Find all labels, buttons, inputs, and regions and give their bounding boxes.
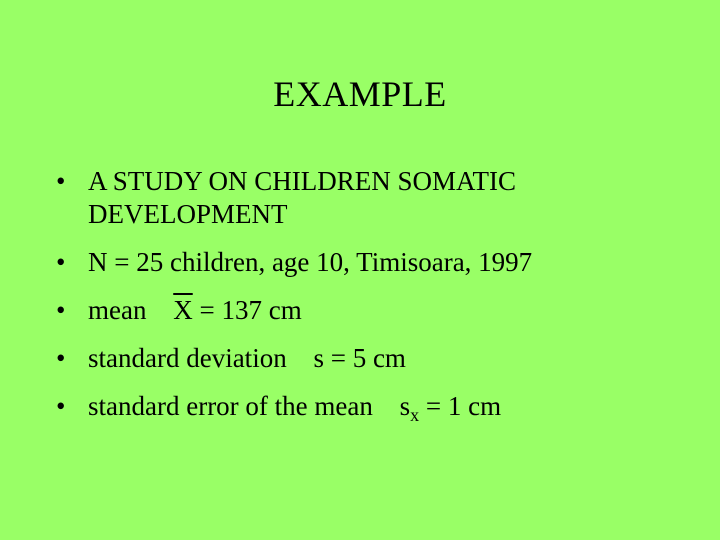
bullet-text: A STUDY ON CHILDREN SOMATIC DEVELOPMENT [88, 166, 517, 229]
list-item [56, 294, 696, 327]
bullet-list [56, 165, 696, 438]
list-item [56, 165, 696, 231]
sd-label: standard deviation [88, 343, 287, 373]
list-item [56, 390, 696, 423]
mean-symbol: $\overline{X}$ [173, 295, 193, 325]
sem-value: = 1 cm [425, 391, 502, 421]
bullet-icon: • [56, 247, 66, 277]
list-item [56, 246, 696, 279]
mean-label: mean [88, 295, 147, 325]
sd-value: s = 5 cm [313, 343, 406, 373]
bullet-icon: • [56, 343, 66, 373]
list-item [56, 342, 696, 375]
mean-value: = 137 cm [199, 295, 302, 325]
bullet-icon: • [56, 166, 66, 196]
bullet-text: N = 25 children, age 10, Timisoara, 1997 [88, 247, 533, 277]
sem-subscript: x [410, 405, 420, 425]
slide-title: EXAMPLE [273, 74, 447, 114]
sem-label: standard error of the mean [88, 391, 373, 421]
bullet-icon: • [56, 391, 66, 421]
sem-symbol: s [399, 391, 411, 421]
bullet-icon: • [56, 295, 66, 325]
